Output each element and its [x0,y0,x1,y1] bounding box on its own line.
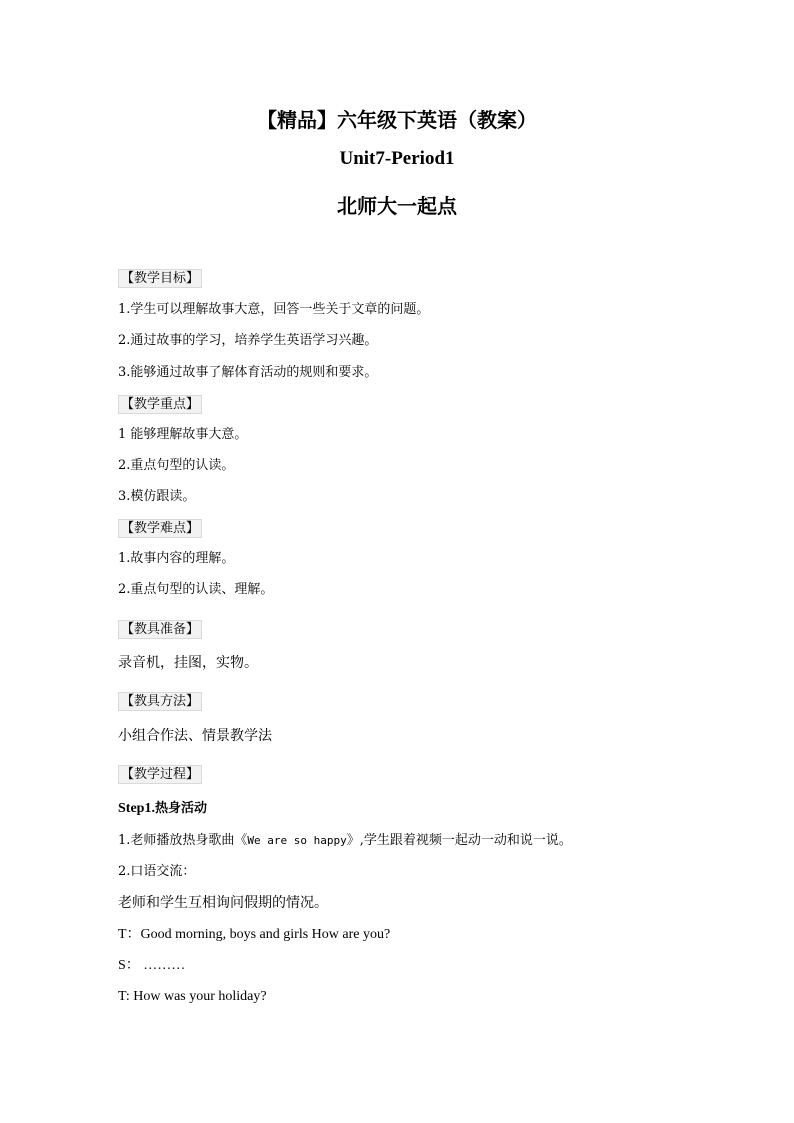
section-difficulties [118,519,202,538]
section-heading-process: 【教学过程】 [118,765,202,784]
section-heading-materials: 【教具准备】 [118,620,202,639]
section-process [118,765,202,784]
step1-heading [118,801,207,817]
materials-text: 录音机，挂图，实物。 [118,655,258,671]
section-heading-key-points: 【教学重点】 [118,395,202,414]
section-heading-methods: 【教具方法】 [118,692,202,711]
goal-item-2: 2.通过故事的学习，培养学生英语学习兴趣。 [118,333,378,348]
key-point-item-2: 2.重点句型的认读。 [118,458,235,473]
dialogue-line-1: T：Good morning, boys and girls How are you? [118,927,391,942]
key-point-item-1: 1 能够理解故事大意。 [118,427,248,442]
document-publisher: 北师大一起点 [337,194,457,218]
process-item-3: 老师和学生互相询问假期的情况。 [118,895,328,911]
section-methods [118,692,202,711]
section-key-points [118,395,202,414]
document-title: 【精品】六年级下英语（教案） [257,108,537,132]
dialogue-line-2: S： ……… [118,958,186,973]
section-heading-goals: 【教学目标】 [118,269,202,288]
section-heading-difficulties: 【教学难点】 [118,519,202,538]
process-item-2: 2.口语交流： [118,864,196,879]
dialogue-line-3: T: How was your holiday? [118,989,267,1004]
goal-item-1: 1.学生可以理解故事大意，回答一些关于文章的问题。 [118,302,430,317]
process-item-1 [118,833,572,849]
difficulty-item-2: 2.重点句型的认读、理解。 [118,582,274,597]
document-subtitle: Unit7-Period1 [339,148,455,169]
step1-title: 热身活动 [154,801,207,816]
section-goals [118,269,202,288]
methods-text: 小组合作法、情景教学法 [118,728,272,744]
goal-item-3: 3.能够通过故事了解体育活动的规则和要求。 [118,365,378,380]
step1-prefix: Step1. [118,801,155,816]
section-materials [118,620,202,639]
difficulty-item-1: 1.故事内容的理解。 [118,551,235,566]
process-item-1-after: 》,学生跟着视频一起动一动和说一说。 [346,833,572,848]
song-title: We are so happy [247,834,347,847]
key-point-item-3: 3.模仿跟读。 [118,489,196,504]
process-item-1-before: 1.老师播放热身歌曲《 [118,833,248,848]
